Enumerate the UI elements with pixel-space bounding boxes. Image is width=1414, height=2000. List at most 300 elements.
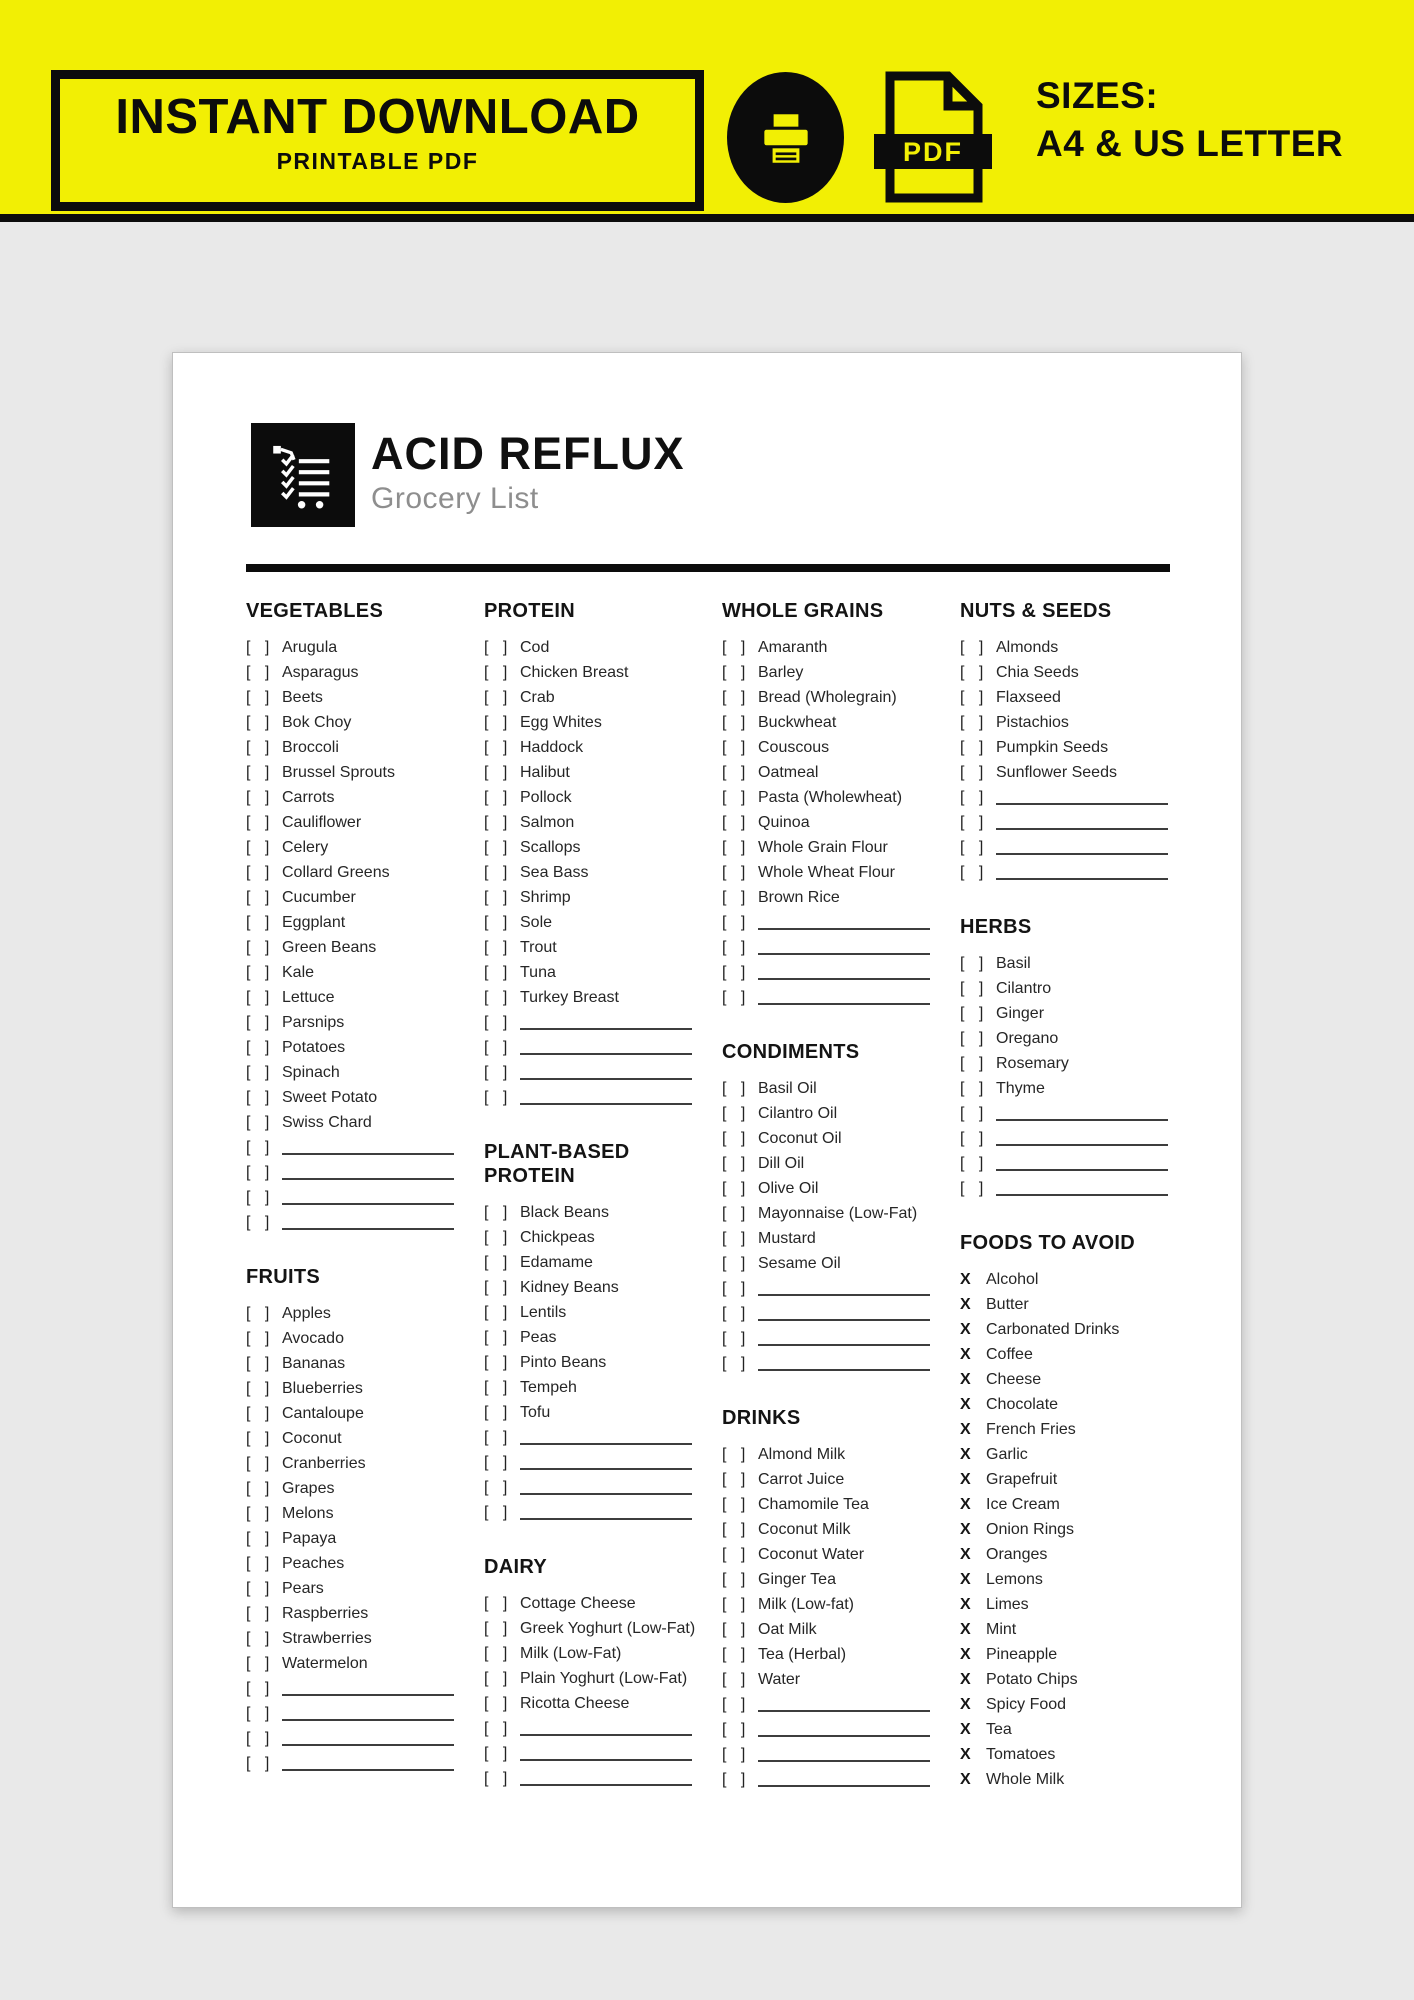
item-label: Sweet Potato bbox=[282, 1088, 378, 1106]
avoid-row bbox=[960, 1692, 1170, 1717]
checkbox: [ ] bbox=[722, 713, 751, 731]
item-label: Turkey Breast bbox=[520, 988, 619, 1006]
checkbox: [ ] bbox=[722, 1079, 751, 1097]
printable-pdf-subtitle: PRINTABLE PDF bbox=[276, 148, 479, 175]
item-label: Strawberries bbox=[282, 1629, 372, 1647]
write-in-line bbox=[520, 1015, 692, 1030]
checkbox: [ ] bbox=[722, 1770, 751, 1788]
page-title: ACID REFLUX bbox=[371, 428, 685, 479]
checkbox: [ ] bbox=[246, 1213, 275, 1231]
list-column-2 bbox=[484, 599, 694, 1791]
checklist-row bbox=[484, 760, 694, 785]
section-condiments bbox=[722, 1040, 932, 1376]
checklist-row bbox=[484, 1616, 694, 1641]
avoid-x-mark: X bbox=[960, 1445, 971, 1463]
checkbox: [ ] bbox=[960, 713, 989, 731]
avoid-row bbox=[960, 1567, 1170, 1592]
blank-row bbox=[246, 1751, 456, 1776]
checklist-row bbox=[246, 1010, 456, 1035]
avoid-row bbox=[960, 1517, 1170, 1542]
checklist-row bbox=[484, 1666, 694, 1691]
avoid-row bbox=[960, 1342, 1170, 1367]
checklist-row bbox=[722, 1667, 932, 1692]
checklist-row bbox=[722, 885, 932, 910]
checklist-row bbox=[484, 1400, 694, 1425]
checkbox: [ ] bbox=[246, 1504, 275, 1522]
checklist-row bbox=[960, 1001, 1170, 1026]
checklist-row bbox=[246, 1576, 456, 1601]
item-label: Lettuce bbox=[282, 988, 335, 1006]
avoid-row bbox=[960, 1717, 1170, 1742]
item-label: Chocolate bbox=[986, 1395, 1059, 1413]
item-label: Cheese bbox=[986, 1370, 1042, 1388]
item-label: Cilantro Oil bbox=[758, 1104, 838, 1122]
checklist-row bbox=[246, 1326, 456, 1351]
avoid-row bbox=[960, 1492, 1170, 1517]
item-label: Alcohol bbox=[986, 1270, 1039, 1288]
write-in-line bbox=[282, 1731, 454, 1746]
checklist-row bbox=[246, 1651, 456, 1676]
item-label: Edamame bbox=[520, 1253, 593, 1271]
checklist-row bbox=[960, 1076, 1170, 1101]
checkbox: [ ] bbox=[246, 1654, 275, 1672]
checkbox: [ ] bbox=[484, 1669, 513, 1687]
section-heading: DAIRY bbox=[484, 1556, 547, 1578]
checkbox: [ ] bbox=[722, 1545, 751, 1563]
checkbox: [ ] bbox=[484, 713, 513, 731]
avoid-x-mark: X bbox=[960, 1370, 971, 1388]
avoid-row bbox=[960, 1467, 1170, 1492]
checklist-row bbox=[484, 960, 694, 985]
item-label: Mint bbox=[986, 1620, 1017, 1638]
checkbox: [ ] bbox=[246, 838, 275, 856]
item-label: Cauliflower bbox=[282, 813, 362, 831]
checklist-row bbox=[246, 785, 456, 810]
item-label: Sole bbox=[520, 913, 553, 931]
write-in-line bbox=[996, 1181, 1168, 1196]
checklist-row bbox=[484, 935, 694, 960]
section-heading: DRINKS bbox=[722, 1407, 801, 1429]
checkbox: [ ] bbox=[960, 954, 989, 972]
checklist-row bbox=[722, 1151, 932, 1176]
avoid-x-mark: X bbox=[960, 1695, 971, 1713]
avoid-row bbox=[960, 1442, 1170, 1467]
checkbox: [ ] bbox=[484, 863, 513, 881]
checkbox: [ ] bbox=[484, 988, 513, 1006]
checkbox: [ ] bbox=[246, 1329, 275, 1347]
item-label: Garlic bbox=[986, 1445, 1028, 1463]
write-in-line bbox=[758, 1356, 930, 1371]
checklist-row bbox=[484, 1591, 694, 1616]
checkbox: [ ] bbox=[484, 1328, 513, 1346]
blank-row bbox=[722, 1351, 932, 1376]
item-label: Potato Chips bbox=[986, 1670, 1078, 1688]
item-label: Mayonnaise (Low-Fat) bbox=[758, 1204, 918, 1222]
checklist-row bbox=[246, 1526, 456, 1551]
checkbox: [ ] bbox=[246, 1679, 275, 1697]
checkbox: [ ] bbox=[960, 663, 989, 681]
item-label: Tuna bbox=[520, 963, 556, 981]
item-label: Plain Yoghurt (Low-Fat) bbox=[520, 1669, 688, 1687]
checklist-row bbox=[246, 1301, 456, 1326]
item-label: Cantaloupe bbox=[282, 1404, 364, 1422]
checkbox: [ ] bbox=[246, 1379, 275, 1397]
item-label: Couscous bbox=[758, 738, 830, 756]
item-label: Black Beans bbox=[520, 1203, 609, 1221]
item-label: Tea bbox=[986, 1720, 1012, 1738]
item-label: Milk (Low-Fat) bbox=[520, 1644, 622, 1662]
checkbox: [ ] bbox=[960, 1079, 989, 1097]
checklist-row bbox=[484, 1375, 694, 1400]
grocery-columns bbox=[246, 599, 1170, 1792]
checkbox: [ ] bbox=[246, 1554, 275, 1572]
write-in-line bbox=[996, 815, 1168, 830]
write-in-line bbox=[520, 1505, 692, 1520]
blank-row bbox=[722, 1276, 932, 1301]
write-in-line bbox=[758, 915, 930, 930]
item-label: Salmon bbox=[520, 813, 575, 831]
write-in-line bbox=[996, 865, 1168, 880]
checkbox: [ ] bbox=[246, 1479, 275, 1497]
item-label: Avocado bbox=[282, 1329, 344, 1347]
write-in-line bbox=[520, 1771, 692, 1786]
checklist-row bbox=[722, 835, 932, 860]
write-in-line bbox=[282, 1165, 454, 1180]
pdf-badge-label: PDF bbox=[903, 137, 963, 167]
checklist-row bbox=[246, 1551, 456, 1576]
shopping-cart-checklist-icon bbox=[251, 423, 355, 527]
preview-stage bbox=[0, 222, 1414, 2000]
checklist-row bbox=[722, 1542, 932, 1567]
item-label: Tomatoes bbox=[986, 1745, 1056, 1763]
item-label: Pumpkin Seeds bbox=[996, 738, 1109, 756]
item-label: Cod bbox=[520, 638, 550, 656]
avoid-x-mark: X bbox=[960, 1470, 971, 1488]
checkbox: [ ] bbox=[484, 1038, 513, 1056]
instant-download-badge bbox=[51, 70, 704, 211]
checklist-row bbox=[722, 1492, 932, 1517]
section-heading: WHOLE GRAINS bbox=[722, 600, 884, 622]
checkbox: [ ] bbox=[960, 1129, 989, 1147]
item-label: Blueberries bbox=[282, 1379, 363, 1397]
blank-row bbox=[246, 1185, 456, 1210]
checkbox: [ ] bbox=[722, 663, 751, 681]
checklist-row bbox=[246, 1426, 456, 1451]
checkbox: [ ] bbox=[722, 1645, 751, 1663]
avoid-row bbox=[960, 1292, 1170, 1317]
section-dairy bbox=[484, 1555, 694, 1791]
checkbox: [ ] bbox=[246, 638, 275, 656]
checkbox: [ ] bbox=[722, 1470, 751, 1488]
checkbox: [ ] bbox=[246, 1063, 275, 1081]
item-label: Limes bbox=[986, 1595, 1029, 1613]
checkbox: [ ] bbox=[484, 1063, 513, 1081]
checkbox: [ ] bbox=[484, 1013, 513, 1031]
item-label: Brown Rice bbox=[758, 888, 840, 906]
blank-row bbox=[960, 1126, 1170, 1151]
checklist-row bbox=[484, 1641, 694, 1666]
checkbox: [ ] bbox=[246, 1604, 275, 1622]
item-label: Bread (Wholegrain) bbox=[758, 688, 897, 706]
item-label: Rosemary bbox=[996, 1054, 1069, 1072]
section-heading: FRUITS bbox=[246, 1266, 321, 1288]
checkbox: [ ] bbox=[484, 1278, 513, 1296]
item-label: Cilantro bbox=[996, 979, 1052, 997]
checkbox: [ ] bbox=[960, 1154, 989, 1172]
checkbox: [ ] bbox=[960, 688, 989, 706]
checkbox: [ ] bbox=[484, 963, 513, 981]
blank-row bbox=[484, 1766, 694, 1791]
item-label: Whole Milk bbox=[986, 1770, 1065, 1788]
checklist-row bbox=[246, 1601, 456, 1626]
write-in-line bbox=[282, 1190, 454, 1205]
item-label: French Fries bbox=[986, 1420, 1076, 1438]
checkbox: [ ] bbox=[246, 788, 275, 806]
checklist-row bbox=[246, 1501, 456, 1526]
item-label: Bok Choy bbox=[282, 713, 352, 731]
avoid-x-mark: X bbox=[960, 1595, 971, 1613]
checklist-row bbox=[246, 1476, 456, 1501]
list-column-4 bbox=[960, 599, 1170, 1792]
checklist-row bbox=[722, 1567, 932, 1592]
checklist-row bbox=[722, 660, 932, 685]
write-in-line bbox=[758, 1772, 930, 1787]
item-label: Pears bbox=[282, 1579, 324, 1597]
checklist-row bbox=[246, 885, 456, 910]
checkbox: [ ] bbox=[722, 813, 751, 831]
checkbox: [ ] bbox=[722, 1329, 751, 1347]
item-label: Crab bbox=[520, 688, 555, 706]
item-label: Sunflower Seeds bbox=[996, 763, 1117, 781]
checklist-row bbox=[484, 735, 694, 760]
item-label: Buckwheat bbox=[758, 713, 837, 731]
checklist-row bbox=[246, 960, 456, 985]
checkbox: [ ] bbox=[246, 1704, 275, 1722]
checklist-row bbox=[960, 976, 1170, 1001]
write-in-line bbox=[758, 990, 930, 1005]
checklist-row bbox=[484, 1275, 694, 1300]
checkbox: [ ] bbox=[246, 1529, 275, 1547]
avoid-row bbox=[960, 1617, 1170, 1642]
checkbox: [ ] bbox=[722, 988, 751, 1006]
item-label: Carrots bbox=[282, 788, 335, 806]
checkbox: [ ] bbox=[246, 713, 275, 731]
checkbox: [ ] bbox=[722, 1695, 751, 1713]
checkbox: [ ] bbox=[722, 1304, 751, 1322]
checklist-row bbox=[722, 1617, 932, 1642]
item-label: Melons bbox=[282, 1504, 334, 1522]
checklist-row bbox=[722, 635, 932, 660]
section-foods-to-avoid bbox=[960, 1231, 1170, 1792]
write-in-line bbox=[520, 1040, 692, 1055]
item-label: Tea (Herbal) bbox=[758, 1645, 847, 1663]
checkbox: [ ] bbox=[960, 738, 989, 756]
checklist-row bbox=[960, 710, 1170, 735]
avoid-row bbox=[960, 1642, 1170, 1667]
write-in-line bbox=[282, 1706, 454, 1721]
checklist-row bbox=[722, 1101, 932, 1126]
checkbox: [ ] bbox=[246, 663, 275, 681]
blank-row bbox=[960, 785, 1170, 810]
checklist-row bbox=[246, 710, 456, 735]
list-column-1 bbox=[246, 599, 456, 1776]
item-label: Parsnips bbox=[282, 1013, 345, 1031]
item-label: Shrimp bbox=[520, 888, 571, 906]
checklist-row bbox=[722, 735, 932, 760]
checkbox: [ ] bbox=[246, 1163, 275, 1181]
item-label: Oatmeal bbox=[758, 763, 819, 781]
item-label: Oregano bbox=[996, 1029, 1059, 1047]
item-label: Butter bbox=[986, 1295, 1029, 1313]
item-label: Brussel Sprouts bbox=[282, 763, 395, 781]
checkbox: [ ] bbox=[484, 763, 513, 781]
item-label: Peaches bbox=[282, 1554, 345, 1572]
write-in-line bbox=[996, 840, 1168, 855]
sizes-value: A4 & US LETTER bbox=[1036, 123, 1344, 165]
checklist-row bbox=[246, 1626, 456, 1651]
checklist-row bbox=[722, 1201, 932, 1226]
avoid-x-mark: X bbox=[960, 1770, 971, 1788]
instant-download-title: INSTANT DOWNLOAD bbox=[115, 90, 640, 144]
checklist-row bbox=[722, 1226, 932, 1251]
blank-row bbox=[246, 1135, 456, 1160]
checkbox: [ ] bbox=[722, 1520, 751, 1538]
checkbox: [ ] bbox=[484, 888, 513, 906]
write-in-line bbox=[758, 1722, 930, 1737]
checklist-row bbox=[246, 935, 456, 960]
checklist-row bbox=[960, 660, 1170, 685]
checkbox: [ ] bbox=[960, 1029, 989, 1047]
write-in-line bbox=[996, 1156, 1168, 1171]
checkbox: [ ] bbox=[484, 1619, 513, 1637]
checklist-row bbox=[484, 785, 694, 810]
checkbox: [ ] bbox=[484, 1203, 513, 1221]
item-label: Pasta (Wholewheat) bbox=[758, 788, 903, 806]
blank-row bbox=[960, 835, 1170, 860]
checkbox: [ ] bbox=[722, 1179, 751, 1197]
checkbox: [ ] bbox=[484, 1403, 513, 1421]
item-label: Coffee bbox=[986, 1345, 1033, 1363]
checkbox: [ ] bbox=[484, 1719, 513, 1737]
page-subtitle: Grocery List bbox=[371, 482, 539, 515]
item-label: Raspberries bbox=[282, 1604, 369, 1622]
checkbox: [ ] bbox=[722, 863, 751, 881]
grocery-list-page bbox=[172, 352, 1242, 1908]
section-heading: VEGETABLES bbox=[246, 600, 384, 622]
avoid-row bbox=[960, 1767, 1170, 1792]
avoid-x-mark: X bbox=[960, 1745, 971, 1763]
checklist-row bbox=[722, 1592, 932, 1617]
checklist-row bbox=[484, 810, 694, 835]
checklist-row bbox=[246, 735, 456, 760]
avoid-row bbox=[960, 1417, 1170, 1442]
blank-row bbox=[484, 1450, 694, 1475]
blank-row bbox=[484, 1085, 694, 1110]
item-label: Grapefruit bbox=[986, 1470, 1058, 1488]
checkbox: [ ] bbox=[246, 1088, 275, 1106]
blank-row bbox=[722, 935, 932, 960]
blank-row bbox=[722, 1767, 932, 1792]
item-label: Eggplant bbox=[282, 913, 346, 931]
checklist-row bbox=[484, 860, 694, 885]
checklist-row bbox=[246, 1376, 456, 1401]
checklist-row bbox=[484, 985, 694, 1010]
item-label: Peas bbox=[520, 1328, 557, 1346]
checklist-row bbox=[246, 1035, 456, 1060]
write-in-line bbox=[758, 1281, 930, 1296]
checkbox: [ ] bbox=[722, 1154, 751, 1172]
list-column-3 bbox=[722, 599, 932, 1792]
blank-row bbox=[484, 1741, 694, 1766]
checkbox: [ ] bbox=[484, 1478, 513, 1496]
checkbox: [ ] bbox=[722, 1445, 751, 1463]
checklist-row bbox=[484, 1225, 694, 1250]
write-in-line bbox=[520, 1090, 692, 1105]
avoid-x-mark: X bbox=[960, 1345, 971, 1363]
checkbox: [ ] bbox=[722, 938, 751, 956]
blank-row bbox=[484, 1010, 694, 1035]
checkbox: [ ] bbox=[484, 1594, 513, 1612]
item-label: Basil Oil bbox=[758, 1079, 817, 1097]
item-label: Olive Oil bbox=[758, 1179, 819, 1197]
section-fruits bbox=[246, 1265, 456, 1776]
checkbox: [ ] bbox=[484, 788, 513, 806]
checklist-row bbox=[484, 710, 694, 735]
item-label: Almond Milk bbox=[758, 1445, 846, 1463]
checkbox: [ ] bbox=[722, 738, 751, 756]
item-label: Scallops bbox=[520, 838, 581, 856]
item-label: Cucumber bbox=[282, 888, 356, 906]
checklist-row bbox=[722, 1642, 932, 1667]
blank-row bbox=[960, 1101, 1170, 1126]
item-label: Milk (Low-fat) bbox=[758, 1595, 855, 1613]
checklist-row bbox=[960, 1026, 1170, 1051]
checkbox: [ ] bbox=[484, 1378, 513, 1396]
item-label: Trout bbox=[520, 938, 557, 956]
checklist-row bbox=[960, 635, 1170, 660]
checklist-row bbox=[246, 1110, 456, 1135]
item-label: Chicken Breast bbox=[520, 663, 629, 681]
checklist-row bbox=[722, 760, 932, 785]
checkbox: [ ] bbox=[484, 1228, 513, 1246]
item-label: Collard Greens bbox=[282, 863, 390, 881]
section-nuts-seeds bbox=[960, 599, 1170, 885]
checklist-row bbox=[246, 635, 456, 660]
item-label: Almonds bbox=[996, 638, 1059, 656]
checklist-row bbox=[722, 710, 932, 735]
checkbox: [ ] bbox=[722, 1495, 751, 1513]
blank-row bbox=[960, 860, 1170, 885]
checkbox: [ ] bbox=[246, 1629, 275, 1647]
checklist-row bbox=[960, 1051, 1170, 1076]
checkbox: [ ] bbox=[722, 888, 751, 906]
checklist-row bbox=[484, 685, 694, 710]
avoid-x-mark: X bbox=[960, 1645, 971, 1663]
item-label: Tofu bbox=[520, 1403, 551, 1421]
item-label: Watermelon bbox=[282, 1654, 368, 1672]
write-in-line bbox=[758, 1331, 930, 1346]
checkbox: [ ] bbox=[722, 1720, 751, 1738]
checkbox: [ ] bbox=[722, 1595, 751, 1613]
checklist-row bbox=[246, 1351, 456, 1376]
write-in-line bbox=[520, 1746, 692, 1761]
checkbox: [ ] bbox=[722, 1204, 751, 1222]
checkbox: [ ] bbox=[484, 1453, 513, 1471]
section-heading: NUTS & SEEDS bbox=[960, 600, 1112, 622]
item-label: Coconut Oil bbox=[758, 1129, 842, 1147]
write-in-line bbox=[996, 790, 1168, 805]
item-label: Spinach bbox=[282, 1063, 340, 1081]
